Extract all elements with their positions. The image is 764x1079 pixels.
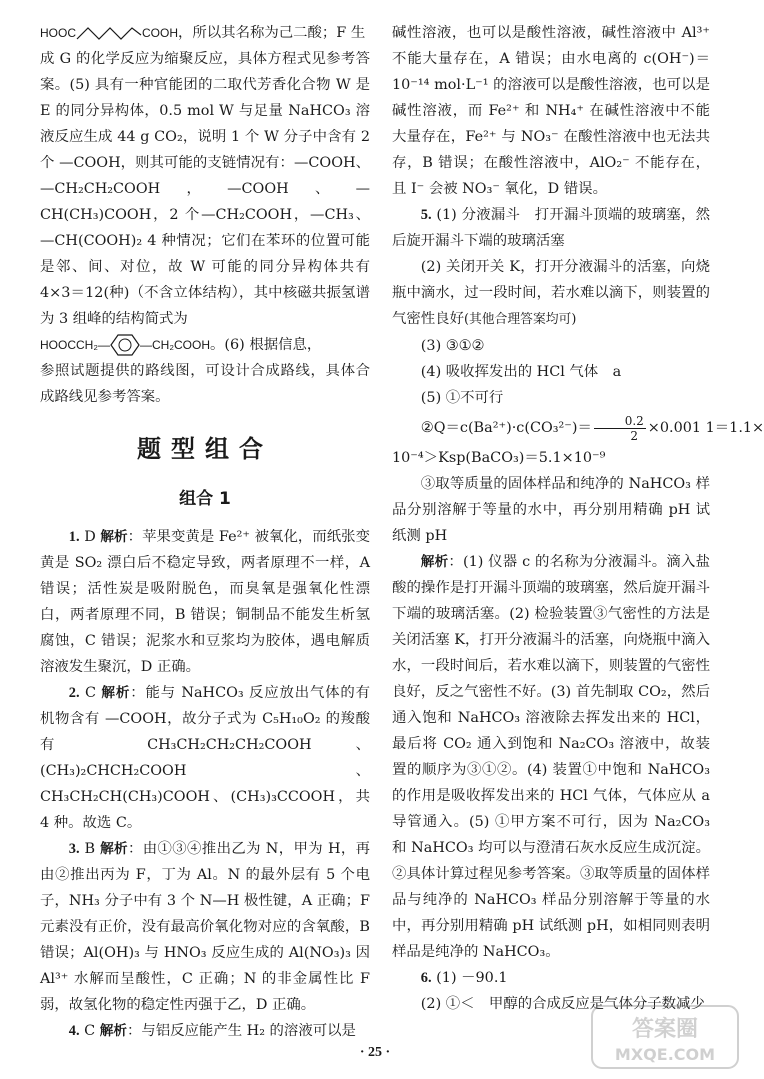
answer-letter: C	[85, 685, 97, 701]
analysis-text: ：(1) 仪器 c 的名称为分液漏斗。滴入盐酸的操作是打开漏斗顶端的玻璃塞，然后旋开漏斗下端的玻璃活塞。(2) 检验装置③气密性的方法是关闭活塞 K，打开分液漏斗的活塞，向烧瓶中滴入水，一段时间后，若水难以滴下，则装置的气密性良好，反之气密性不好。(3) 首先制取 CO₂，然后通入饱和 NaHCO₃ 溶液除去挥发出来的 HCl，最后将 CO₂ 通入到饱和 Na₂CO₃ 溶液中，故装置的顺序为③①②。(4) 装置①中饱和 NaHCO₃ 的作用是吸收挥发出来的 HCl 气体，气体应从 a 导管通入。(5) ①甲方案不可行，因为 Na₂CO₃ 和 NaHCO₃ 均可以与澄清石灰水反应生成沉淀。②具体计算过程见参考答案。③取等质量的固体样品与纯净的 NaHCO₃ 样品分别溶解于等量的水中，再分别用精确 pH 试纸测 pH，如相同则表明样品是纯净的 NaHCO₃。	[392, 554, 710, 960]
formula-lhs: ②Q＝c(Ba²⁺)·c(CO₃²⁻)＝	[420, 420, 592, 436]
answer-part-5: (5) ①不可行	[420, 390, 504, 406]
section-title: 题型组合	[137, 435, 273, 463]
fraction-numerator: 0.2	[594, 414, 646, 429]
zigzag-chain-icon	[76, 25, 142, 41]
analysis-text: ：苹果变黄是 Fe²⁺ 被氧化，而纸张变黄是 SO₂ 漂白后不稳定导致，两者原理不一样，A 错误；活性炭是吸附脱色，而臭氧是强氧化性漂白，两者原理不同，B 错误；铜制品不能发生析氢腐蚀，C 错误；泥浆水和豆浆均为胶体，遇电解质溶液发生聚沉，D 正确。	[40, 529, 371, 675]
answer-item-2	[40, 680, 370, 836]
question-number: 2.	[68, 685, 80, 701]
analysis-keyword: 解析	[100, 529, 128, 545]
sub-title: 组合 1	[179, 489, 231, 509]
answer-part-4: (4) 吸收挥发出的 HCl 气体 a	[420, 364, 622, 380]
answer-item-5	[392, 202, 710, 254]
analysis-text: ：与铝反应能产生 H₂ 的溶液可以是	[126, 1023, 356, 1039]
paragraph-text: 参照试题提供的路线图，可设计合成路线，具体合成路线见参考答案。	[40, 363, 370, 405]
answer-part-6: ③取等质量的固体样品和纯净的 NaHCO₃ 样品分别溶解于等量的水中，再分别用精确 pH 试纸测 pH	[392, 476, 710, 544]
paragraph-text: 成 G 的化学反应为缩聚反应，具体方程式见参考答案。(5) 具有一种官能团的二取代芳香化合物 W 是 E 的同分异构体，0.5 mol W 与足量 NaHCO₃ 溶液反应生成 44 g CO₂，说明 1 个 W 分子中含有 2 个 —COOH，则其可能的支链情况有：—COOH、—CH₂CH₂COOH，—COOH、—CH(CH₃)COOH，2 个—CH₂COOH，—CH₃、—CH(COOH)₂ 4 种情况；它们在苯环的位置可能是邻、间、对位，故 W 可能的同分异构体共有 4×3＝12(种)（不含立体结构），其中核磁共振氢谱为 3 组峰的结构简式为	[40, 51, 370, 327]
answer-letter: D	[84, 529, 96, 545]
fraction	[594, 414, 646, 443]
answer-part: (1) －90.1	[436, 970, 508, 986]
w-isomer-structure	[40, 332, 370, 358]
analysis-keyword: 解析	[101, 685, 131, 701]
answer-item-6	[392, 965, 710, 991]
formula-rhs: ×0.001 1＝1.1×	[647, 420, 764, 436]
paragraph-line: ，所以其名称为己二酸；F 生	[178, 25, 366, 41]
answer-letter: C	[84, 1023, 96, 1039]
left-column	[40, 20, 370, 1044]
answer-part-3: (3) ③①②	[420, 338, 485, 354]
analysis-keyword: 解析	[100, 841, 129, 857]
analysis-text: ：能与 NaHCO₃ 反应放出气体的有机物含有 —COOH，故分子式为 C₅H₁₀O₂ 的羧酸有 CH₃CH₂CH₂CH₂COOH、(CH₃)₂CHCH₂COOH、CH₃CH₂CH(CH₃)COOH、(CH₃)₃CCOOH，共 4 种。故选 C。	[40, 685, 370, 831]
struct-right-group: —CH₂COOH	[140, 338, 210, 352]
analysis-keyword: 解析	[99, 1023, 127, 1039]
answer-part-6-2: (2) ①＜ 甲醇的合成反应是气体分子数减少	[420, 996, 705, 1012]
benzene-ring-icon	[110, 333, 140, 357]
paragraph-line: 。(6) 根据信息，	[210, 337, 322, 353]
struct-hooc-label: HOOC	[40, 26, 76, 40]
answer-note: (其他合理答案均可)	[463, 312, 577, 327]
question-number: 3.	[68, 841, 80, 857]
formula-line-2: 10⁻⁴＞Ksp(BaCO₃)＝5.1×10⁻⁹	[392, 450, 606, 466]
watermark-logo	[590, 1004, 740, 1070]
answer-part: (2) 关闭开关 K，打开分液漏斗的活塞，向烧瓶中滴水，过一段时间，若水难以滴下，则装置的气密性良好	[392, 259, 710, 327]
fraction-denominator: 2	[630, 428, 639, 443]
answer-item-3	[40, 836, 370, 1018]
answer-part-2	[392, 254, 710, 333]
formula-line	[392, 411, 764, 445]
struct-cooh-label: COOH	[142, 26, 178, 40]
watermark-stamp-icon	[590, 1004, 740, 1070]
question-number: 1.	[68, 529, 80, 545]
question-number: 6.	[420, 970, 432, 986]
svg-text:答案圈: 答案圈	[631, 1017, 699, 1042]
answer-part: (1) 分液漏斗 打开漏斗顶端的玻璃塞，然后旋开漏斗下端的玻璃活塞	[392, 207, 710, 249]
analysis-text: ：由①③④推出乙为 N，甲为 H，再由②推出丙为 F，丁为 Al。N 的最外层有 5 个电子，NH₃ 分子中有 3 个 N—H 极性键，A 正确；F 元素没有正价，没有最高价氧化物对应的含氧酸，B 错误；Al(OH)₃ 与 HNO₃ 反应生成的 Al(NO₃)₃ 因 Al³⁺ 水解而呈酸性，C 正确；N 的非金属性比 F 弱，故氢化物的稳定性丙强于乙，D 正确。	[40, 841, 371, 1013]
adipic-acid-structure	[40, 20, 370, 46]
analysis-paragraph	[392, 549, 710, 965]
page-number: · 25 ·	[359, 1045, 391, 1060]
paragraph-text: 碱性溶液，也可以是酸性溶液，碱性溶液中 Al³⁺ 不能大量存在，A 错误；由水电离的 c(OH⁻)＝10⁻¹⁴ mol·L⁻¹ 的溶液可以是酸性溶液，也可以是碱性溶液，而 Fe²⁺ 和 NH₄⁺ 在碱性溶液中不能大量存在，Fe²⁺ 与 NO₃⁻ 在酸性溶液中也无法共存，B 错误；在酸性溶液中，AlO₂⁻ 不能存在，且 I⁻ 会被 NO₃⁻ 氧化，D 错误。	[392, 25, 710, 197]
question-number: 4.	[68, 1023, 80, 1039]
answer-item-1	[40, 524, 370, 680]
question-number: 5.	[420, 207, 432, 223]
right-column	[392, 20, 764, 1017]
answer-letter: B	[84, 841, 96, 857]
analysis-keyword: 解析	[420, 554, 449, 570]
struct-left-group: HOOCCH₂—	[40, 338, 110, 352]
svg-text:MXQE.COM: MXQE.COM	[614, 1045, 716, 1064]
